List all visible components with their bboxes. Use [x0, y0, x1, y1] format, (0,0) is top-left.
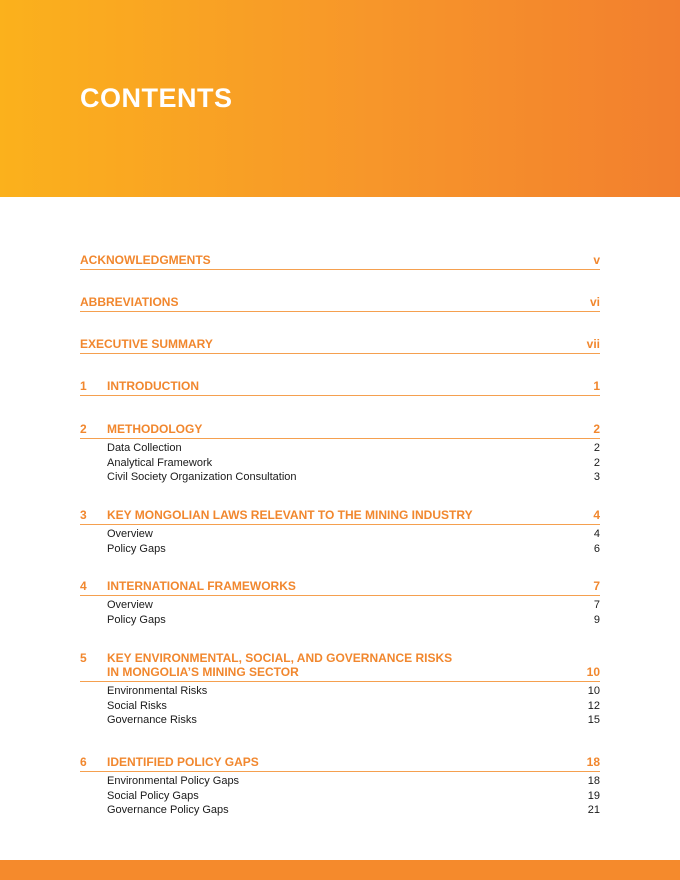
chapter-title[interactable]: METHODOLOGY [107, 422, 203, 436]
chapter-title[interactable]: INTERNATIONAL FRAMEWORKS [107, 579, 296, 593]
subentry-title[interactable]: Policy Gaps [107, 542, 166, 555]
chapter-number: 3 [80, 508, 87, 522]
toc-subentry[interactable] [80, 470, 600, 485]
subentry-page: 12 [587, 699, 600, 712]
toc-subentry[interactable] [80, 699, 600, 714]
chapter-title[interactable]: KEY MONGOLIAN LAWS RELEVANT TO THE MINING INDUSTRY [107, 508, 473, 522]
header-banner [0, 0, 680, 197]
subentry-page: 7 [593, 599, 600, 611]
toc-subentry[interactable] [80, 613, 600, 628]
subentry-page: 3 [593, 471, 600, 483]
subentry-title[interactable]: Social Risks [107, 699, 167, 712]
toc-chapter-1[interactable] [80, 379, 600, 396]
chapter-title[interactable]: KEY ENVIRONMENTAL, SOCIAL, AND GOVERNANCE RISKS [107, 651, 453, 665]
subentry-page: 2 [593, 456, 600, 469]
toc-subentry[interactable] [80, 598, 600, 613]
chapter-number: 4 [80, 579, 87, 593]
toc-subentry[interactable] [80, 684, 600, 699]
chapter-number: 5 [80, 651, 87, 665]
subentry-title[interactable]: Environmental Policy Gaps [107, 775, 240, 787]
chapter-page: 2 [593, 422, 600, 436]
subentry-title[interactable]: Analytical Framework [107, 456, 213, 469]
toc-chapter-6[interactable] [80, 755, 600, 818]
subentry-title[interactable]: Overview [107, 528, 153, 540]
toc-chapter-3[interactable] [80, 508, 600, 556]
toc-subentry[interactable] [80, 441, 600, 456]
chapter-title[interactable]: IDENTIFIED POLICY GAPS [107, 755, 259, 769]
toc-subentry[interactable] [80, 542, 600, 557]
footer-bar [0, 860, 680, 880]
subentry-page: 21 [587, 804, 600, 816]
subentry-title[interactable]: Environmental Risks [107, 685, 208, 697]
toc-entry-title[interactable]: EXECUTIVE SUMMARY [80, 337, 213, 351]
subentry-page: 9 [593, 613, 600, 626]
toc-subentry[interactable] [80, 527, 600, 542]
subentry-title[interactable]: Overview [107, 599, 153, 611]
page-title: CONTENTS [80, 83, 233, 113]
chapter-number: 2 [80, 422, 87, 436]
toc-chapter-5[interactable] [80, 651, 600, 728]
toc-subentry[interactable] [80, 789, 600, 804]
chapter-page: 18 [586, 755, 600, 769]
toc-entry-page: vi [589, 295, 600, 309]
toc-entry-abbreviations[interactable] [80, 295, 600, 312]
toc-subentry[interactable] [80, 456, 600, 471]
chapter-page: 4 [593, 508, 600, 522]
toc-entry-acknowledgments[interactable] [80, 253, 600, 270]
subentry-page: 10 [587, 685, 600, 697]
toc-chapter-2[interactable] [80, 422, 600, 485]
toc-entry-executive-summary[interactable] [80, 337, 600, 354]
toc-subentry[interactable] [80, 774, 600, 789]
toc-entry-title[interactable]: ABBREVIATIONS [80, 295, 179, 309]
subentry-title[interactable]: Civil Society Organization Consultation [107, 471, 297, 483]
subentry-page: 18 [587, 775, 600, 787]
subentry-page: 6 [593, 542, 600, 555]
chapter-number: 6 [80, 755, 87, 769]
chapter-page: 7 [593, 579, 600, 593]
chapter-title-line2[interactable]: IN MONGOLIA’S MINING SECTOR [107, 665, 299, 679]
toc-chapter-4[interactable] [80, 579, 600, 627]
chapter-number: 1 [80, 379, 87, 393]
subentry-page: 2 [593, 442, 600, 454]
toc-entry-page: vii [586, 337, 600, 351]
chapter-page: 10 [586, 665, 600, 679]
subentry-page: 15 [587, 714, 600, 726]
subentry-page: 19 [587, 789, 600, 802]
subentry-title[interactable]: Governance Risks [107, 714, 197, 726]
subentry-title[interactable]: Data Collection [107, 442, 182, 454]
subentry-title[interactable]: Policy Gaps [107, 613, 166, 626]
toc-subentry[interactable] [80, 803, 600, 818]
subentry-page: 4 [593, 528, 600, 540]
toc-entry-page: v [593, 253, 600, 267]
chapter-title[interactable]: INTRODUCTION [107, 379, 199, 393]
subentry-title[interactable]: Social Policy Gaps [107, 789, 199, 802]
subentry-title[interactable]: Governance Policy Gaps [107, 804, 229, 816]
toc-subentry[interactable] [80, 713, 600, 728]
chapter-page: 1 [593, 379, 600, 393]
toc-entry-title[interactable]: ACKNOWLEDGMENTS [80, 253, 211, 267]
